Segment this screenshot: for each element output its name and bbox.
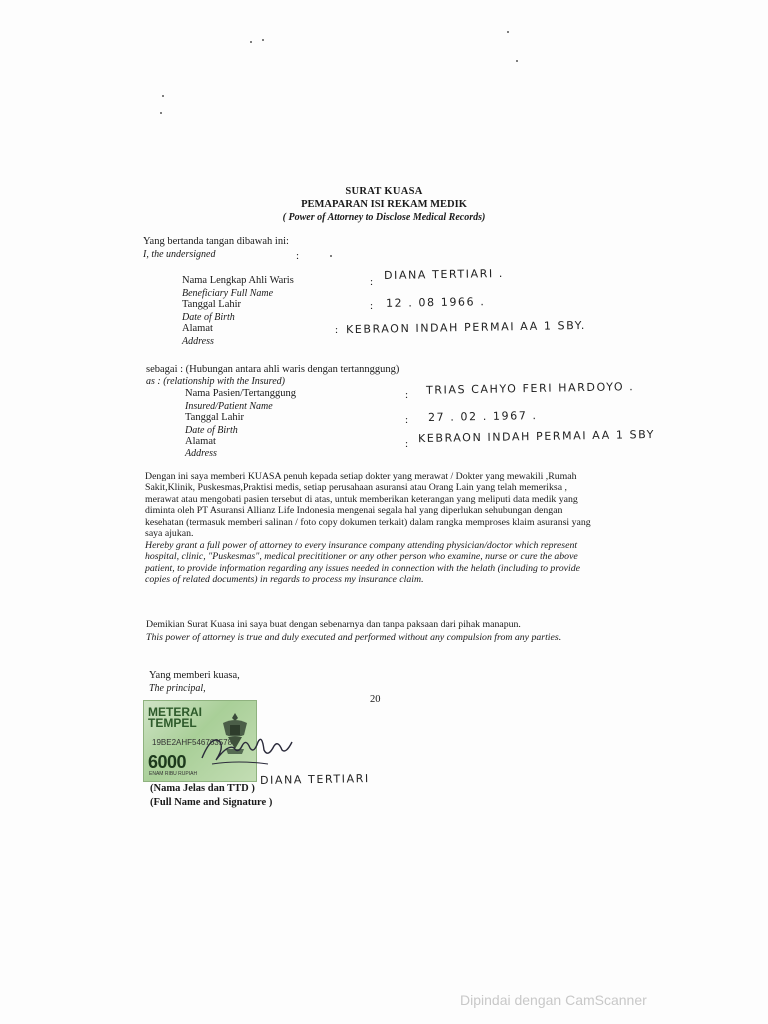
stamp-title: METERAI TEMPEL [148, 705, 202, 730]
camscanner-watermark: Dipindai dengan CamScanner [460, 992, 647, 1008]
declaration-text-english: This power of attorney is true and duly executed and performed without any compulsion from any parties. [146, 632, 562, 643]
beneficiary-dob-label-english: Date of Birth [182, 312, 235, 323]
undersigned-colon: : [296, 250, 300, 262]
undersigned-label: Yang bertanda tangan dibawah ini: [143, 236, 289, 247]
principal-handwritten-name: DIANA TERTIARI [259, 772, 370, 787]
scan-speck [250, 41, 252, 43]
insured-dob-label-english: Date of Birth [185, 425, 238, 436]
insured-dob-label: Tanggal Lahir [185, 412, 245, 423]
undersigned-label-english: I, the undersigned [143, 249, 216, 260]
beneficiary-name-value: DIANA TERTIARI . [383, 266, 505, 283]
document-subtitle-english: ( Power of Attorney to Disclose Medical Records) [282, 212, 486, 223]
signature-label-english: (Full Name and Signature ) [150, 797, 273, 808]
beneficiary-name-colon: : [370, 276, 374, 288]
insured-dob-colon: : [405, 414, 409, 426]
insured-address-label: Alamat [185, 436, 216, 447]
signature-label: (Nama Jelas dan TTD ) [150, 783, 255, 794]
date-prefix: 20 [370, 694, 381, 705]
declaration-text: Demikian Surat Kuasa ini saya buat dengan sebenarnya dan tanpa paksaan dari pihak manapun. [146, 619, 521, 630]
beneficiary-address-label: Alamat [182, 323, 213, 334]
scan-speck [507, 31, 509, 33]
authorization-text-english: Hereby grant a full power of attorney to every insurance company attending physician/doctor which represent hospital, clinic, "Puskesmas", medical precititioner or any other person who examine, nurse or cure the above patient, to provide information regarding any issues needed in connection with the helath (including to provide copies of related documents) in regards to process my insurance claim. [145, 540, 580, 586]
beneficiary-dob-label: Tanggal Lahir [182, 299, 242, 310]
insured-name-colon: : [405, 389, 409, 401]
scan-speck [162, 95, 164, 97]
beneficiary-address-label-english: Address [182, 336, 214, 347]
insured-address-label-english: Address [185, 448, 217, 459]
scan-speck [330, 255, 332, 257]
insured-address-colon: : [405, 438, 409, 450]
relationship-label-english: as : (relationship with the Insured) [146, 376, 285, 387]
insured-name-label-english: Insured/Patient Name [185, 401, 273, 412]
insured-address-value: KEBRAON INDAH PERMAI AA 1 SBY [417, 427, 656, 446]
relationship-label: sebagai : (Hubungan antara ahli waris dengan tertannggung) [146, 364, 400, 375]
principal-label: Yang memberi kuasa, [149, 670, 240, 681]
stamp-code: 19BE2AHF546763578 [152, 738, 233, 747]
insured-dob-value: 27 . 02 . 1967 . [427, 409, 538, 424]
scan-speck [160, 112, 162, 114]
insured-name-value: TRIAS CAHYO FERI HARDOYO . [425, 380, 635, 397]
scan-speck [516, 60, 518, 62]
principal-label-english: The principal, [149, 683, 206, 694]
beneficiary-name-label-english: Beneficiary Full Name [182, 288, 274, 299]
beneficiary-address-colon: : [335, 324, 339, 336]
stamp-value: 6000 [148, 752, 187, 772]
stamp-value-words: ENAM RIBU RUPIAH [149, 771, 198, 777]
document-title: SURAT KUASA [345, 186, 423, 197]
beneficiary-dob-colon: : [370, 300, 374, 312]
beneficiary-dob-value: 12 . 08 1966 . [385, 295, 486, 310]
beneficiary-name-label: Nama Lengkap Ahli Waris [182, 275, 294, 286]
insured-name-label: Nama Pasien/Tertanggung [185, 388, 296, 399]
authorization-text: Dengan ini saya memberi KUASA penuh kepada setiap dokter yang merawat / Dokter yang mewakili ,Rumah Sakit,Klinik, Puskesmas,Praktisi medis, setiap perusahaan asuransi atau Orang Lain yang telah memeriksa , merawat atau mengobati pasien tersebut di atas, untuk memberikan keterangan yang meliputi data medik yang diminta oleh PT Asuransi Allianz Life Indonesia mengenai segala hal yang diperlukan sehubungan dengan kesehatan (termasuk memberi salinan / foto copy dokumen terkait) dalam rangka memproses klaim asuransi yang saya ajukan. [145, 471, 591, 540]
beneficiary-address-value: KEBRAON INDAH PERMAI AA 1 SBY. [345, 318, 587, 337]
handwritten-signature [198, 724, 298, 772]
document-subtitle: PEMAPARAN ISI REKAM MEDIK [301, 199, 467, 210]
scan-speck [262, 39, 264, 41]
